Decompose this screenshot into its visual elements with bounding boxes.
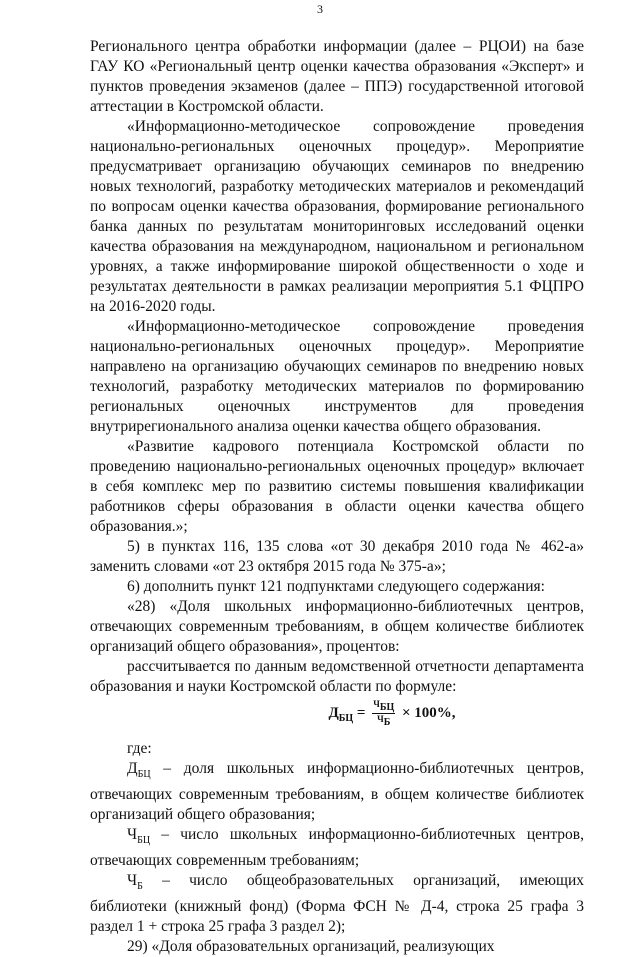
where-label: где:	[127, 740, 152, 757]
definition-share: $Д_{БЦ}$ – доля школьных информационно-библиотечных центров, отвечающих современным требованиям, в общем количестве библиотек организаций общего образования;	[90, 760, 584, 824]
formula-lhs: $Д_{БЦ}$	[328, 705, 354, 724]
paragraph-item-5: 5) в пунктах 116, 135 слова «от 30 декабря 2010 года № 462-а» заменить словами «от 23 октября 2015 года № 375-а»;	[90, 538, 584, 575]
formula-rhs: × 100%,	[401, 705, 456, 721]
paragraph-rcoi: Регионального центра обработки информации (далее – РЦОИ) на базе ГАУ КО «Региональный центр оценки качества образования «Эксперт» и пунктов проведения экзаменов (далее – ППЭ) государственной итоговой аттестации в Костромской области.	[90, 38, 584, 115]
paragraph-measure-1: «Информационно-методическое сопровождение проведения национально-региональных оценочных процедур». Мероприятие предусматривает организацию обучающих семинаров по внедрению новых технологий, разработку методических материалов и рекомендаций по вопросам оценки качества образования, формирование регионального банка данных по результатам мониторинговых исследований оценки качества образования на международном, национальном и региональном уровнях, а также информирование широкой общественности о ходе и результатах деятельности в рамках реализации мероприятия 5.1 ФЦПРО на 2016-2020 годы.	[90, 118, 584, 315]
formula-numerator: $Ч_{БЦ}$	[373, 699, 395, 714]
paragraph-measure-3: «Развитие кадрового потенциала Костромской области по проведению национально-региональных оценочных процедур» включает в себя комплекс мер по развитию системы повышения квалификации работников сферы образования в области оценки качества общего образования.»;	[90, 438, 584, 535]
formula-denominator: $Ч_Б$	[377, 714, 391, 728]
definition-libraries-count: $Ч_Б$ – число общеобразовательных организаций, имеющих библиотеки (книжный фонд) (Форма ФСН № Д-4, строка 25 графа 3 раздел 1 + строка 25 графа 3 раздел 2);	[90, 872, 584, 936]
paragraph-item-6: 6) дополнить пункт 121 подпунктами следующего содержания:	[127, 578, 545, 595]
formula-fraction	[372, 699, 395, 728]
document-body	[90, 37, 584, 957]
paragraph-measure-2: «Информационно-методическое сопровождение проведения национально-региональных оценочных процедур». Мероприятие направлено на организацию обучающих семинаров по внедрению новых технологий, разработку методических материалов по формированию региональных оценочных инструментов для проведения внутрирегионального анализа оценки качества общего образования.	[90, 318, 584, 435]
definition-centers-count: $Ч_{БЦ}$ – число школьных информационно-библиотечных центров, отвечающих современным требованиям;	[90, 826, 584, 870]
page-number: 3	[317, 2, 323, 16]
paragraph-subitem-28: «28) «Доля школьных информационно-библиотечных центров, отвечающих современным требованиям, в общем количестве библиотек организаций общего образования», процентов:	[90, 598, 584, 655]
paragraph-calculation: рассчитывается по данным ведомственной отчетности департамента образования и науки Костромской области по формуле:	[90, 658, 584, 695]
paragraph-subitem-29: 29) «Доля образовательных организаций, реализующих	[127, 938, 495, 956]
formula-equals: =	[356, 705, 366, 721]
formula	[90, 699, 584, 733]
